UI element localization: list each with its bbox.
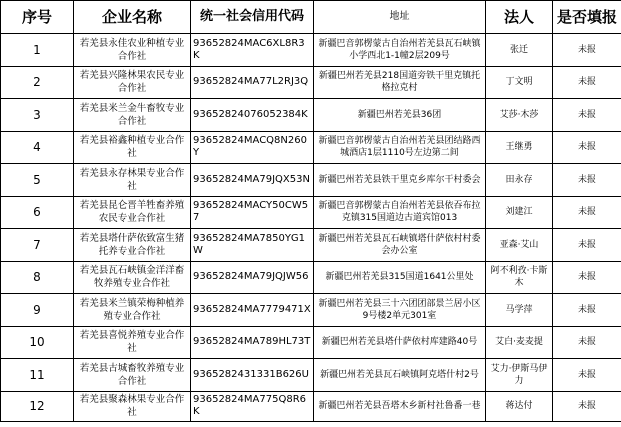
cell-address: 新疆巴音郭楞蒙古自治州若羌县瓦石峡镇小学西北1-1幢2层209号 [314,34,486,67]
cell-company-name: 若羌县永存林果专业合作社 [74,164,191,197]
table-row [1,131,621,164]
cell-credit-code: 93652824MACY50CW57 [191,196,314,229]
cell-legal-person: 张迁 [486,34,553,67]
cell-legal-person: 丁文明 [486,66,553,99]
cell-seq: 10 [1,326,74,359]
cell-seq: 3 [1,99,74,132]
cell-seq: 7 [1,229,74,262]
cell-legal-person: 亚森·艾山 [486,229,553,262]
header-legal-person: 法人 [486,1,553,34]
cell-credit-code: 93652824MA7850YG1W [191,229,314,262]
cell-filed-status: 未报 [553,196,621,229]
cell-company-name: 若羌县喜悦养殖专业合作社 [74,326,191,359]
cell-address: 新疆巴州若羌县塔什萨依村库建路40号 [314,326,486,359]
cell-address: 新疆巴州若羌县铁干里克乡库尔干村委会 [314,164,486,197]
table-row [1,229,621,262]
table-row [1,359,621,392]
cell-seq: 5 [1,164,74,197]
table-row [1,196,621,229]
cell-company-name: 若羌县米兰镇荣梅种植养殖专业合作社 [74,294,191,327]
cell-address: 新疆巴州若羌县36团 [314,99,486,132]
cell-filed-status: 未报 [553,131,621,164]
cell-seq: 12 [1,391,74,421]
cell-address: 新疆巴音郭楞蒙古自治州若羌县团结路西城酒店1层1110号左边第二间 [314,131,486,164]
cell-company-name: 若羌县古城畜牧养殖专业合作社 [74,359,191,392]
cell-filed-status: 未报 [553,164,621,197]
table-row [1,66,621,99]
cell-company-name: 若羌县永佳农业种植专业合作社 [74,34,191,67]
table-row [1,164,621,197]
cell-seq: 4 [1,131,74,164]
cell-seq: 6 [1,196,74,229]
cell-seq: 8 [1,261,74,294]
header-row [1,1,621,34]
header-credit-code: 统一社会信用代码 [191,1,314,34]
cell-credit-code: 93652824MA77L2RJ3Q [191,66,314,99]
header-address: 地址 [314,1,486,34]
cell-legal-person: 艾力·伊斯马伊力 [486,359,553,392]
cell-company-name: 若羌县米兰金牛畜牧专业合作社 [74,99,191,132]
cell-legal-person: 蒋达付 [486,391,553,421]
cell-credit-code: 93652824MA775Q8R6K [191,391,314,421]
header-filed-status: 是否填报 [553,1,621,34]
cell-seq: 9 [1,294,74,327]
cell-legal-person: 艾白·麦麦提 [486,326,553,359]
cell-company-name: 若羌县兴隆林果农民专业合作社 [74,66,191,99]
cell-filed-status: 未报 [553,34,621,67]
table-row [1,34,621,67]
cell-company-name: 若羌县聚森林果专业合作社 [74,391,191,421]
cell-company-name: 若羌县塔什萨依致富生猪托养专业合作社 [74,229,191,262]
cell-company-name: 若羌县瓦石峡镇金洋洋畜牧养殖专业合作社 [74,261,191,294]
cell-filed-status: 未报 [553,261,621,294]
cell-address: 新疆巴州若羌县218国道旁铁干里克镇托格拉克村 [314,66,486,99]
header-company-name: 企业名称 [74,1,191,34]
cell-legal-person: 田永存 [486,164,553,197]
table-row [1,391,621,421]
cell-seq: 1 [1,34,74,67]
cell-credit-code: 93652824MAC6XL8R3K [191,34,314,67]
cell-credit-code: 93652824MA79JQJW56 [191,261,314,294]
cell-seq: 2 [1,66,74,99]
cell-credit-code: 9365282431331B626U [191,359,314,392]
cell-address: 新疆巴州若羌县瓦石峡镇阿克塔什村2号 [314,359,486,392]
cell-legal-person: 艾莎·木莎 [486,99,553,132]
cell-address: 新疆巴州若羌县三十六团团部景兰居小区9号楼2单元301室 [314,294,486,327]
table-row [1,294,621,327]
cell-filed-status: 未报 [553,294,621,327]
cell-address: 新疆巴州若羌县吾塔木乡新村社鲁番一巷 [314,391,486,421]
cell-filed-status: 未报 [553,99,621,132]
cell-address: 新疆巴州若羌县315国道1641公里处 [314,261,486,294]
cell-credit-code: 93652824MA79JQX53N [191,164,314,197]
cell-legal-person: 刘建江 [486,196,553,229]
table-row [1,261,621,294]
cell-credit-code: 93652824MA7779471X [191,294,314,327]
cell-address: 新疆巴音郭楞蒙古自治州若羌县依吞布拉克镇315国道边古道宾馆013 [314,196,486,229]
table-row [1,99,621,132]
header-seq: 序号 [1,1,74,34]
cell-credit-code: 93652824MACQ8N260Y [191,131,314,164]
cell-company-name: 若羌县裕鑫种植专业合作社 [74,131,191,164]
cell-seq: 11 [1,359,74,392]
cell-credit-code: 93652824076052384K [191,99,314,132]
cell-legal-person: 王继勇 [486,131,553,164]
cell-filed-status: 未报 [553,326,621,359]
cell-credit-code: 93652824MA789HL73T [191,326,314,359]
cell-legal-person: 马学萍 [486,294,553,327]
cell-filed-status: 未报 [553,66,621,99]
table-row [1,326,621,359]
cell-company-name: 若羌县昆仑晋羊牲畜养殖农民专业合作社 [74,196,191,229]
cell-filed-status: 未报 [553,229,621,262]
cell-filed-status: 未报 [553,359,621,392]
cell-address: 新疆巴州若羌县瓦石峡镇塔什萨依村村委会办公室 [314,229,486,262]
cell-legal-person: 阿不利孜·卡斯木 [486,261,553,294]
cell-filed-status: 未报 [553,391,621,421]
